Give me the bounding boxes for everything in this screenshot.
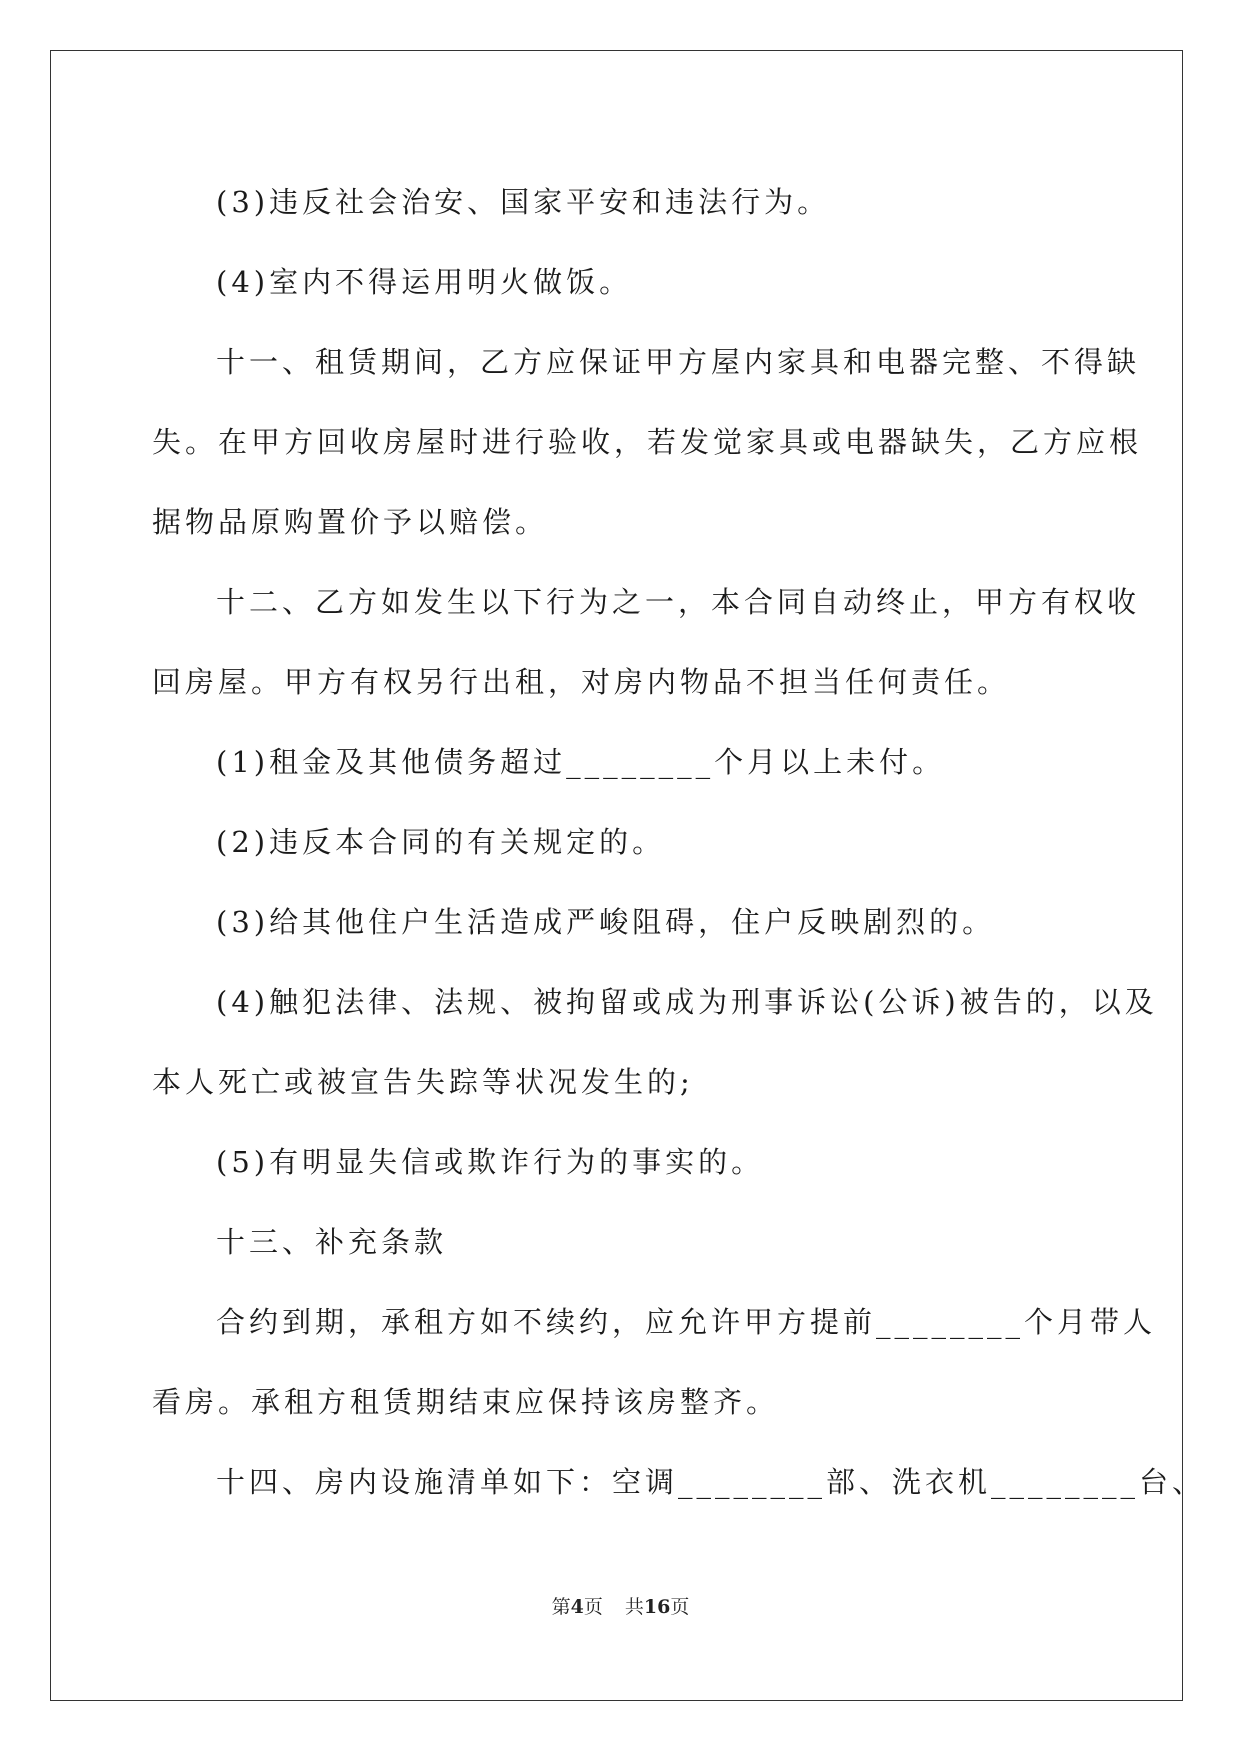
paragraph xyxy=(152,882,1092,962)
footer-prefix: 第 xyxy=(551,1596,571,1618)
document-body xyxy=(152,162,1206,1522)
footer-total-unit: 页 xyxy=(670,1596,690,1618)
paragraph xyxy=(152,242,1092,322)
text-line: (3)违反社会治安、国家平安和违法行为。 xyxy=(216,185,831,219)
text-line: 合约到期，承租方如不续约，应允许甲方提前________个月带人 xyxy=(216,1305,1157,1339)
text-line: 本人死亡或被宣告失踪等状况发生的; xyxy=(152,1065,694,1099)
paragraph xyxy=(152,162,1092,242)
text-line: 看房。承租方租赁期结束应保持该房整齐。 xyxy=(152,1385,780,1419)
text-line: 回房屋。甲方有权另行出租，对房内物品不担当任何责任。 xyxy=(152,665,1011,699)
page-footer xyxy=(0,1592,1241,1619)
text-line: (2)违反本合同的有关规定的。 xyxy=(216,825,666,859)
paragraph xyxy=(152,1282,1157,1442)
text-line: 失。在甲方回收房屋时进行验收，若发觉家具或电器缺失，乙方应根 xyxy=(152,425,1143,459)
page-number: 4 xyxy=(570,1596,584,1618)
text-line: (3)给其他住户生活造成严峻阻碍，住户反映剧烈的。 xyxy=(216,905,996,939)
text-line: (5)有明显失信或欺诈行为的事实的。 xyxy=(216,1145,765,1179)
text-line: 十二、乙方如发生以下行为之一，本合同自动终止，甲方有权收 xyxy=(216,585,1141,619)
text-line: (1)租金及其他债务超过________个月以上未付。 xyxy=(216,745,946,779)
paragraph xyxy=(152,1122,1092,1202)
total-pages: 16 xyxy=(643,1596,671,1618)
text-line: 十一、租赁期间，乙方应保证甲方屋内家具和电器完整、不得缺 xyxy=(216,345,1141,379)
text-line: (4)室内不得运用明火做饭。 xyxy=(216,265,633,299)
paragraph xyxy=(152,322,1143,562)
text-line: (4)触犯法律、法规、被拘留或成为刑事诉讼(公诉)被告的，以及 xyxy=(216,985,1158,1019)
paragraph xyxy=(152,562,1141,722)
text-line: 十三、补充条款 xyxy=(216,1225,448,1259)
paragraph xyxy=(152,802,1092,882)
paragraph xyxy=(152,1442,1206,1522)
paragraph xyxy=(152,1202,1092,1282)
text-line: 十四、房内设施清单如下：空调________部、洗衣机________台、 xyxy=(216,1465,1206,1499)
text-line: 据物品原购置价予以赔偿。 xyxy=(152,505,549,539)
footer-total-prefix: 共 xyxy=(624,1596,644,1618)
paragraph xyxy=(152,722,1092,802)
paragraph xyxy=(152,962,1158,1122)
footer-page-unit: 页 xyxy=(583,1596,603,1618)
